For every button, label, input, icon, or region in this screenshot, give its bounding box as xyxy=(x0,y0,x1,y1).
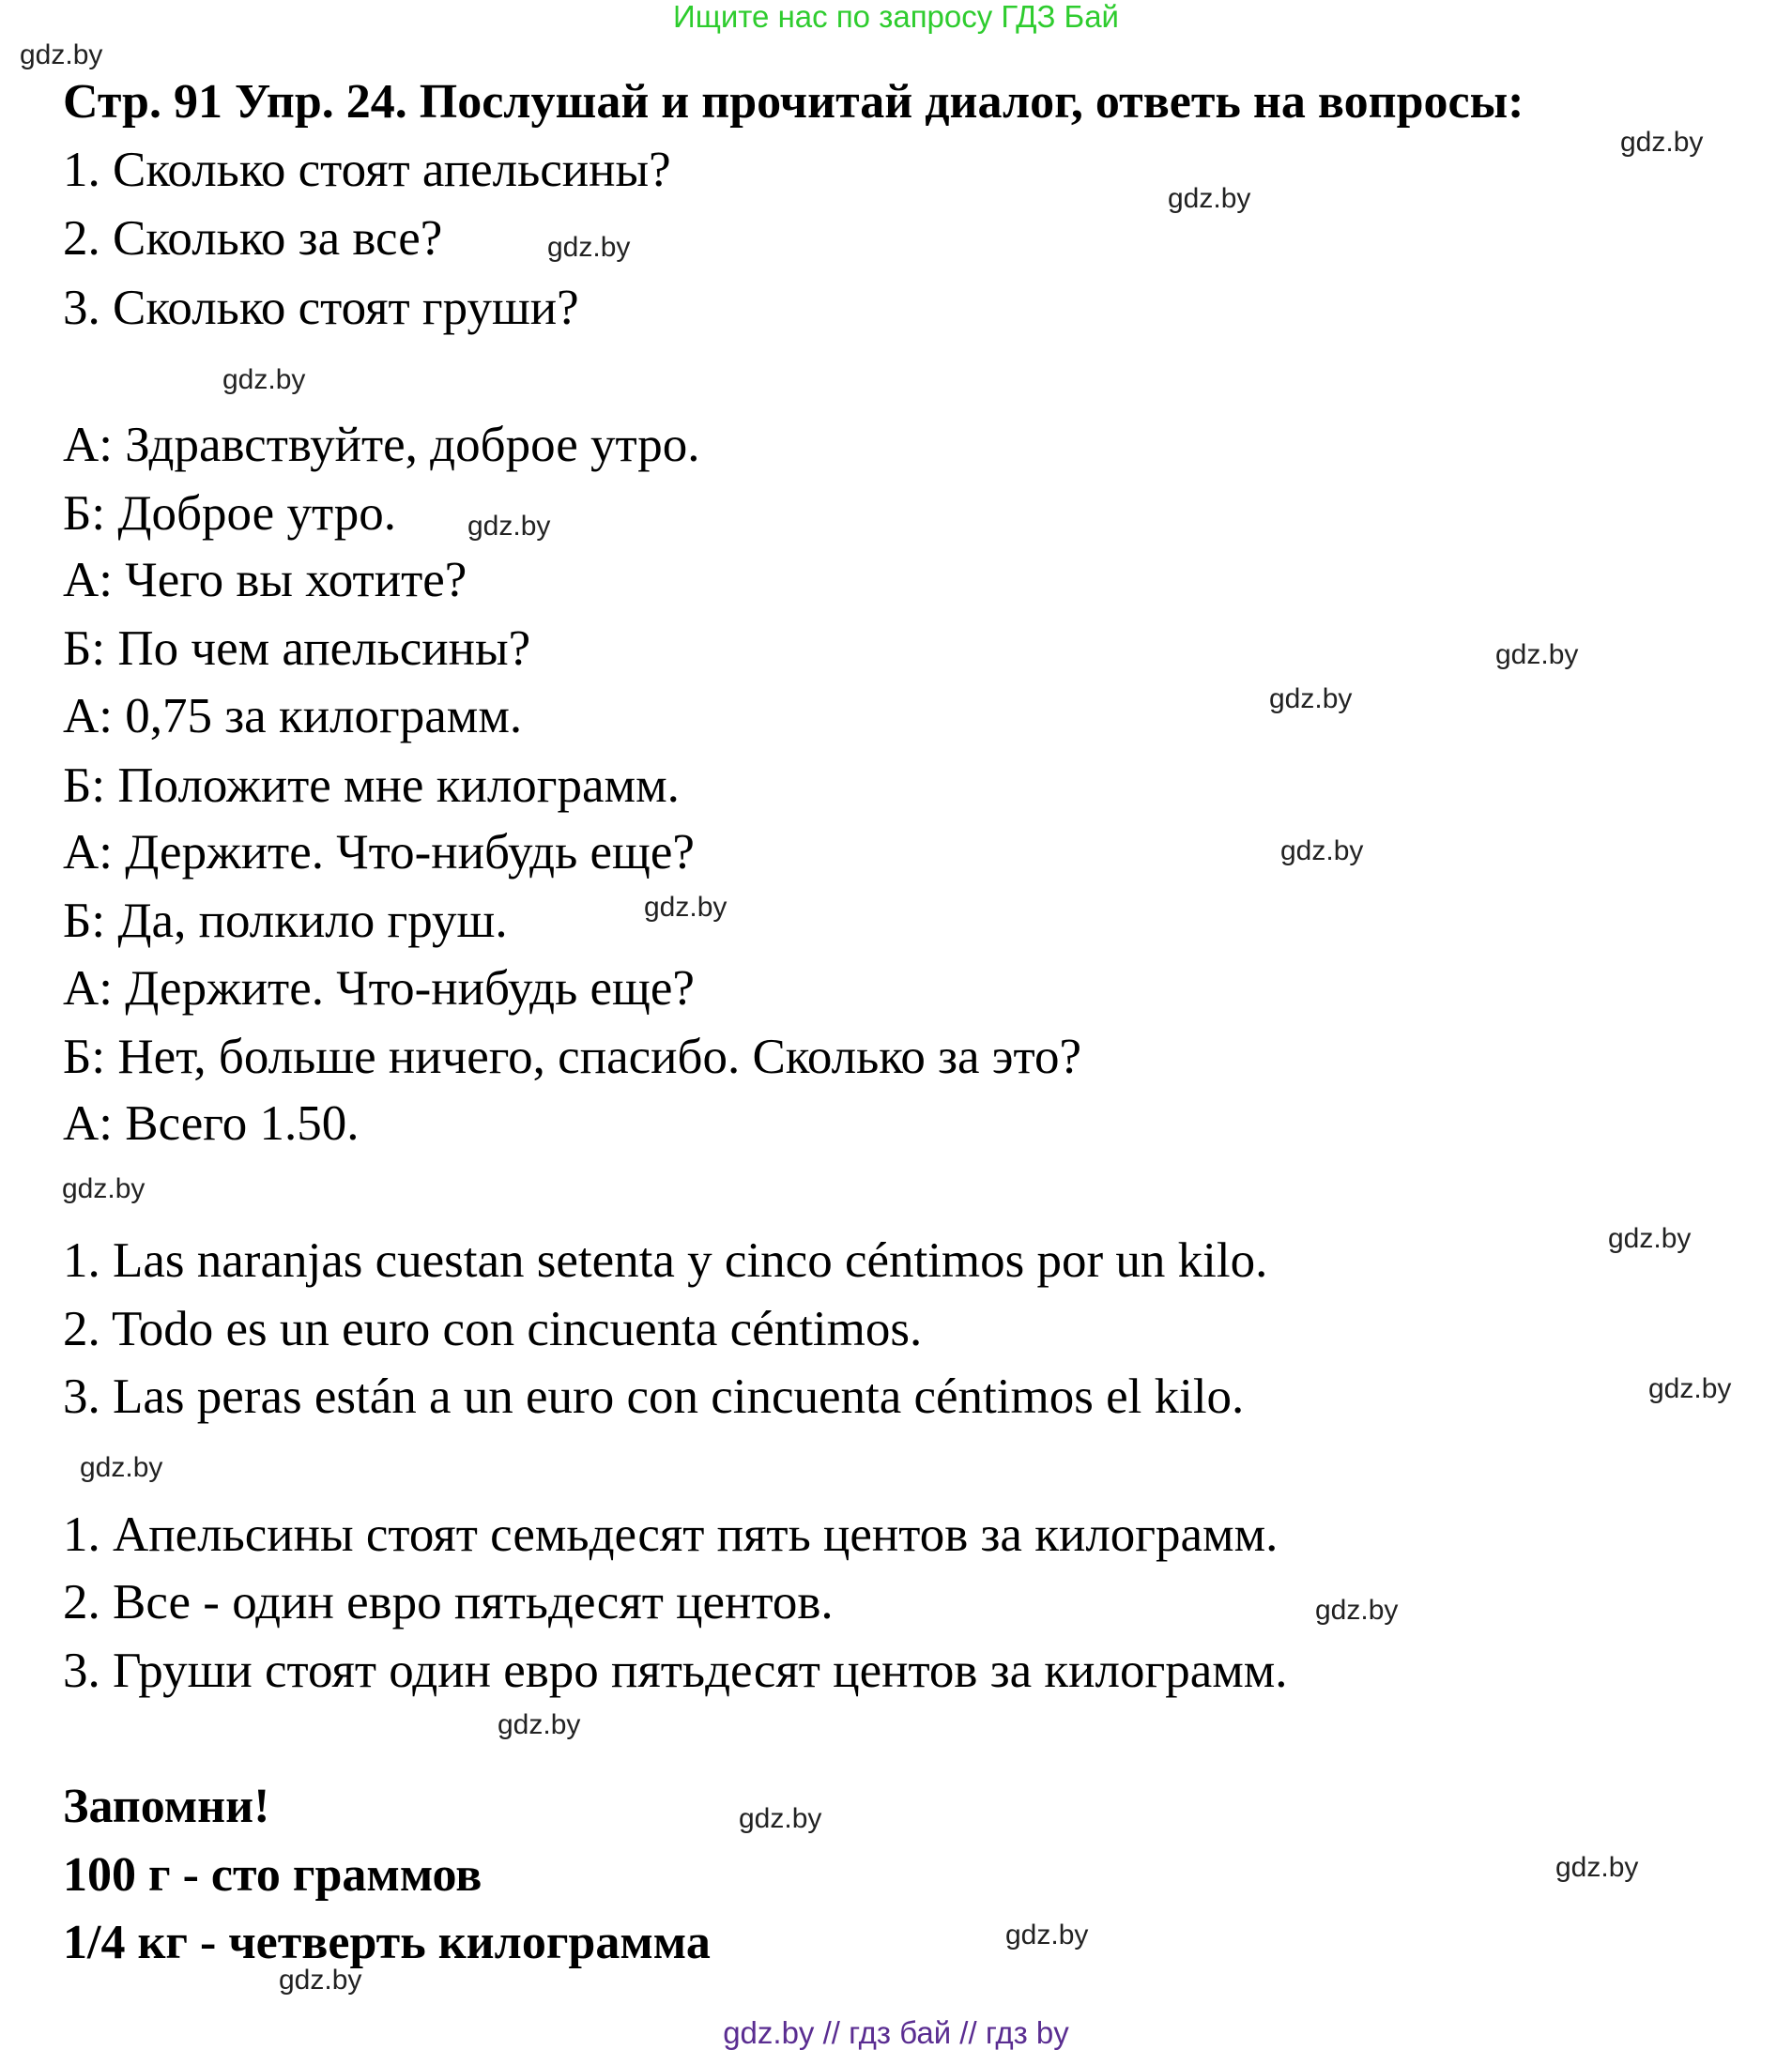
answer-es-3: 3. Las peras están a un euro con cincuenta céntimos el kilo. xyxy=(63,1369,1245,1424)
watermark: gdz.by xyxy=(1495,639,1579,670)
question-2: 2. Сколько за все? xyxy=(63,211,443,266)
watermark: gdz.by xyxy=(279,1965,362,1996)
footer-links: gdz.by // гдз бай // гдз by xyxy=(723,2015,1069,2050)
watermark: gdz.by xyxy=(1315,1595,1399,1626)
watermark: gdz.by xyxy=(1555,1852,1639,1883)
answer-ru-1: 1. Апельсины стоят семьдесят пять центов за килограмм. xyxy=(63,1507,1279,1562)
answer-es-1: 1. Las naranjas cuestan setenta y cinco céntimos por un kilo. xyxy=(63,1233,1268,1288)
remember-item: 100 г - сто граммов xyxy=(63,1848,482,1902)
dialog-line: Б: Доброе утро. xyxy=(63,486,397,541)
dialog-line: А: Чего вы хотите? xyxy=(63,553,467,607)
watermark: gdz.by xyxy=(1280,835,1364,866)
answer-ru-3: 3. Груши стоят один евро пятьдесят центов за килограмм. xyxy=(63,1644,1288,1698)
answer-es-2: 2. Todo es un euro con cincuenta céntimos. xyxy=(63,1302,923,1356)
watermark: gdz.by xyxy=(222,364,306,395)
answer-ru-2: 2. Все - один евро пятьдесят центов. xyxy=(63,1575,834,1629)
dialog-line: А: Держите. Что-нибудь еще? xyxy=(63,825,695,880)
dialog-line: Б: По чем апельсины? xyxy=(63,621,531,676)
search-hint-banner: Ищите нас по запросу ГДЗ Бай xyxy=(673,0,1119,34)
watermark: gdz.by xyxy=(1269,683,1353,714)
dialog-line: А: Здравствуйте, доброе утро. xyxy=(63,418,700,472)
dialog-line: А: Всего 1.50. xyxy=(63,1096,360,1151)
watermark: gdz.by xyxy=(644,892,728,923)
remember-heading: Запомни! xyxy=(63,1780,270,1833)
exercise-title: Стр. 91 Упр. 24. Послушай и прочитай диалог, ответь на вопросы: xyxy=(63,75,1524,129)
dialog-line: Б: Да, полкило груш. xyxy=(63,894,508,948)
dialog-line: А: 0,75 за килограмм. xyxy=(63,689,523,743)
dialog-line: А: Держите. Что-нибудь еще? xyxy=(63,961,695,1016)
watermark: gdz.by xyxy=(498,1709,581,1740)
remember-item: 1/4 кг - четверть килограмма xyxy=(63,1916,711,1969)
watermark: gdz.by xyxy=(739,1803,822,1834)
watermark: gdz.by xyxy=(1620,127,1704,158)
watermark: gdz.by xyxy=(20,39,103,70)
watermark: gdz.by xyxy=(547,232,631,263)
watermark: gdz.by xyxy=(80,1452,163,1483)
dialog-line: Б: Положите мне килограмм. xyxy=(63,758,680,813)
question-1: 1. Сколько стоят апельсины? xyxy=(63,143,671,197)
watermark: gdz.by xyxy=(62,1173,146,1204)
dialog-line: Б: Нет, больше ничего, спасибо. Сколько за это? xyxy=(63,1030,1082,1084)
watermark: gdz.by xyxy=(1648,1373,1732,1404)
watermark: gdz.by xyxy=(1168,183,1251,214)
watermark: gdz.by xyxy=(1608,1223,1692,1254)
question-3: 3. Сколько стоят груши? xyxy=(63,281,579,335)
watermark: gdz.by xyxy=(467,511,551,542)
watermark: gdz.by xyxy=(1005,1920,1089,1951)
